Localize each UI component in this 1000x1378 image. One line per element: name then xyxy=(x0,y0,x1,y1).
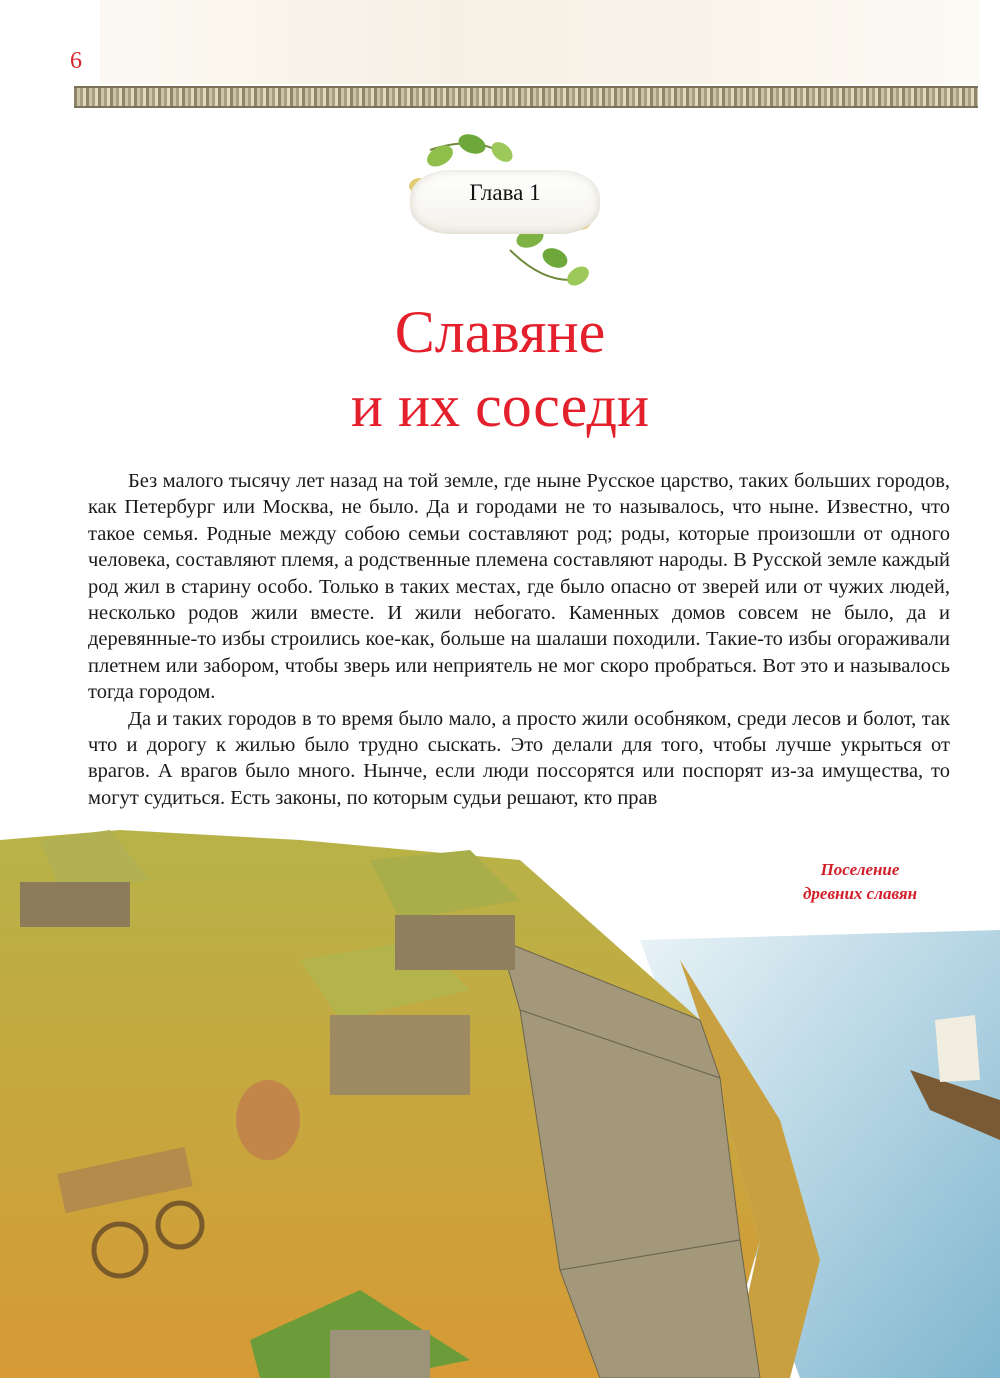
page-number: 6 xyxy=(70,48,82,74)
caption-line-2: древних славян xyxy=(802,884,918,903)
paragraph-1: Без малого тысячу лет назад на той земле, где ныне Русское царство, таких больших городов, как Петербург или Москва, не было. Да и городами не то называлось, что ныне. Известно, что такое семья. Родные между собою семьи составляют род; роды, которые произошли от одного человека, составляют племя, а родственные племена составляют народы. В Русской земле каждый род жил в старину особо. Только в таких местах, где было опасно от зверей или от чужих людей, несколько родов жили вместе. И жили небогато. Каменных домов совсем не было, да и деревянные-то избы строились кое-как, больше на шалаши походили. Такие-то избы огораживали плетнем или забором, чтобы зверь или неприятель не мог скоро пробраться. Вот это и называлось тогда городом. xyxy=(88,470,950,704)
chapter-emblem xyxy=(390,130,620,290)
title-line-1: Славяне xyxy=(394,299,606,365)
decorative-border xyxy=(74,86,978,108)
kiln xyxy=(236,1080,300,1160)
chapter-label: Глава 1 xyxy=(469,180,541,205)
top-ornament-decoration xyxy=(100,0,980,84)
paragraph-2: Да и таких городов в то время было мало, а просто жили особняком, среди лесов и болот, так что и дорогу к жилью было трудно сыскать. Это делали для того, чтобы лучше укрыться от врагов. А врагов было много. Нынче, если люди поссорятся или поспорят из-за имущества, то могут судиться. Есть законы, по которым судьи решают, кто прав xyxy=(88,707,950,809)
caption-line-1: Поселение xyxy=(820,860,900,879)
illustration-caption xyxy=(760,858,960,906)
title-line-2: и их соседи xyxy=(350,373,650,439)
body-text xyxy=(88,468,950,811)
page-title xyxy=(0,295,1000,443)
